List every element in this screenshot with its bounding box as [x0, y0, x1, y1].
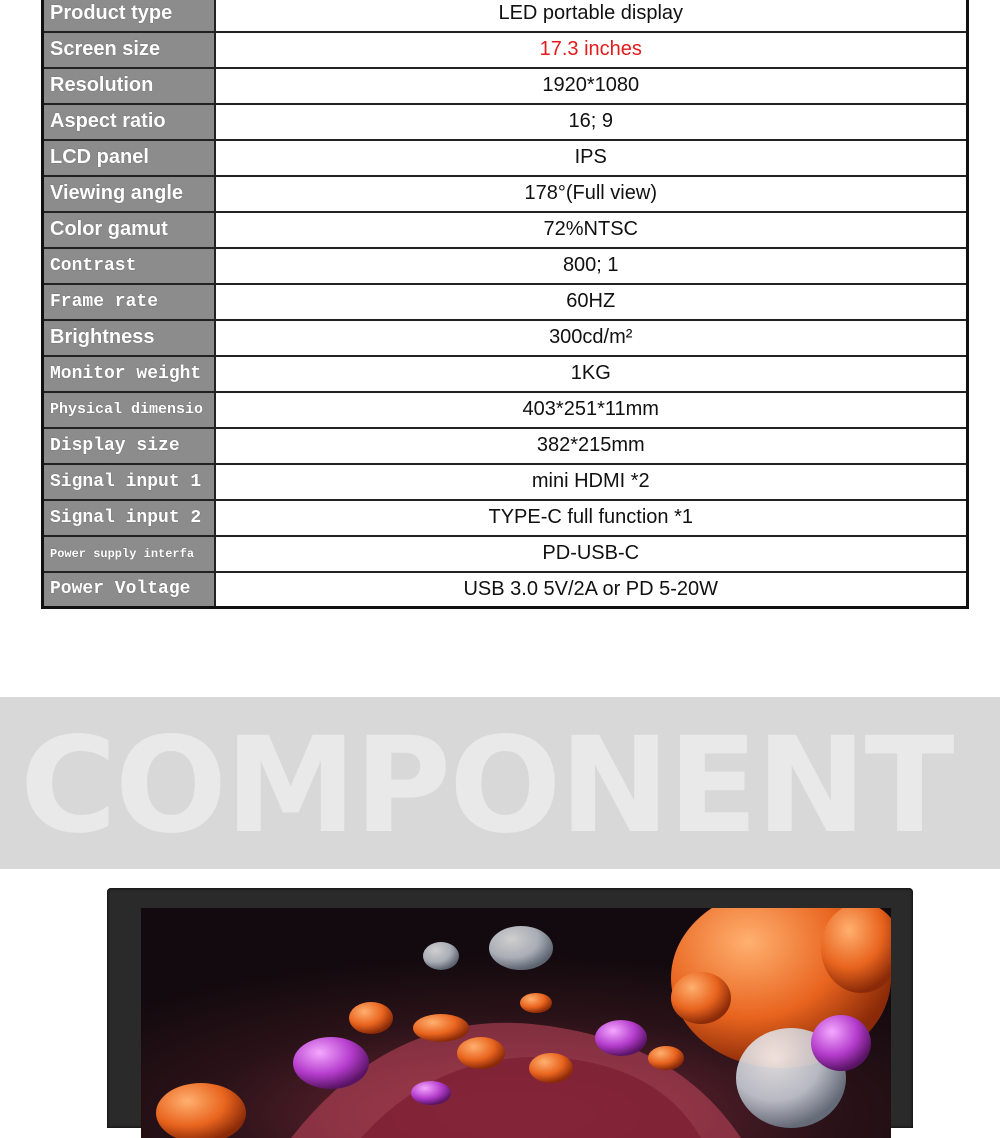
spec-value: 72%NTSC: [215, 212, 968, 248]
screen-wallpaper: [141, 908, 891, 1138]
spec-row-lcd-panel: [43, 140, 968, 176]
spec-label: LCD panel: [43, 140, 215, 176]
spec-label: Contrast: [43, 248, 215, 284]
spec-label: Viewing angle: [43, 176, 215, 212]
spec-row-signal-input-2: [43, 500, 968, 536]
spec-row-contrast: [43, 248, 968, 284]
monitor-screen: [141, 908, 891, 1138]
spec-row-product-type: [43, 0, 968, 32]
spec-row-screen-size: [43, 32, 968, 68]
spec-row-signal-input-1: [43, 464, 968, 500]
spec-value: 178°(Full view): [215, 176, 968, 212]
spec-row-aspect-ratio: [43, 104, 968, 140]
spec-label: Physical dimensio: [43, 392, 215, 428]
spec-value: 16; 9: [215, 104, 968, 140]
spec-value: USB 3.0 5V/2A or PD 5-20W: [215, 572, 968, 608]
spec-value: 17.3 inches: [215, 32, 968, 68]
spec-value: mini HDMI *2: [215, 464, 968, 500]
banner-title: COMPONENT: [20, 709, 953, 863]
spec-value: TYPE-C full function *1: [215, 500, 968, 536]
spec-value: 1KG: [215, 356, 968, 392]
spec-row-brightness: [43, 320, 968, 356]
spec-value: LED portable display: [215, 0, 968, 32]
spec-value: IPS: [215, 140, 968, 176]
spec-label: Brightness: [43, 320, 215, 356]
spec-label: Frame rate: [43, 284, 215, 320]
component-banner: [0, 697, 1000, 869]
spec-label: Resolution: [43, 68, 215, 104]
spec-table: [41, 0, 969, 609]
spec-label: Display size: [43, 428, 215, 464]
spec-label: Signal input 1: [43, 464, 215, 500]
monitor-image: [107, 888, 913, 1128]
spec-value: 403*251*11mm: [215, 392, 968, 428]
spec-label: Power Voltage: [43, 572, 215, 608]
spec-row-frame-rate: [43, 284, 968, 320]
spec-value: 300cd/m²: [215, 320, 968, 356]
spec-value: 800; 1: [215, 248, 968, 284]
spec-value: 60HZ: [215, 284, 968, 320]
spec-label: Product type: [43, 0, 215, 32]
spec-row-power-supply-interface: [43, 536, 968, 572]
spec-row-color-gamut: [43, 212, 968, 248]
spec-label: Power supply interfa: [43, 536, 215, 572]
spec-row-power-voltage: [43, 572, 968, 608]
spec-value: 1920*1080: [215, 68, 968, 104]
spec-value: 382*215mm: [215, 428, 968, 464]
spec-label: Monitor weight: [43, 356, 215, 392]
spec-label: Color gamut: [43, 212, 215, 248]
spec-label: Aspect ratio: [43, 104, 215, 140]
spec-row-viewing-angle: [43, 176, 968, 212]
spec-row-physical-dimension: [43, 392, 968, 428]
spec-row-resolution: [43, 68, 968, 104]
spec-value: PD-USB-C: [215, 536, 968, 572]
spec-row-display-size: [43, 428, 968, 464]
spec-row-monitor-weight: [43, 356, 968, 392]
spec-label: Signal input 2: [43, 500, 215, 536]
spec-label: Screen size: [43, 32, 215, 68]
